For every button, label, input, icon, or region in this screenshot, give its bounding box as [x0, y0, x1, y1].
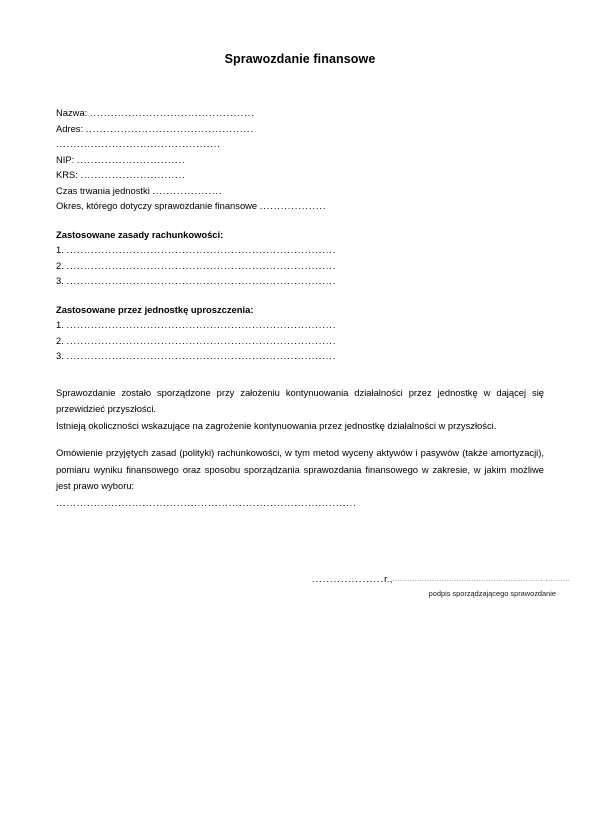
list-dots[interactable]: ............................................................................. — [66, 244, 337, 255]
field-row-adres-cont — [56, 136, 544, 152]
page-title: Sprawozdanie finansowe — [224, 52, 376, 66]
section-heading-zasady: Zastosowane zasady rachunkowości: — [56, 228, 224, 240]
signature-rule-dots[interactable]: ........................................................................ — [392, 576, 571, 583]
list-dots[interactable]: ............................................................................. — [66, 350, 337, 361]
field-label-krs: KRS: — [56, 169, 78, 180]
field-dots-adres[interactable]: ................................................ — [85, 122, 254, 134]
field-label-okres: Okres, którego dotyczy sprawozdanie finansowe — [56, 200, 258, 211]
field-row-krs — [56, 167, 544, 183]
signature-block — [312, 572, 571, 599]
list-item — [56, 333, 544, 349]
field-dots-adres-cont[interactable]: ............................................... — [56, 138, 221, 149]
list-number: 3. — [56, 350, 64, 361]
field-dots-okres[interactable]: ................... — [259, 200, 327, 211]
field-row-adres — [56, 121, 544, 137]
field-dots-czas-trwania[interactable]: .................... — [152, 184, 223, 196]
spacer — [56, 364, 544, 385]
field-dots-nip[interactable]: ............................... — [76, 153, 186, 165]
field-dots-nazwa[interactable]: ............................................... — [89, 107, 255, 118]
policies-answer-dots[interactable]: ....................................................................................... — [56, 496, 357, 508]
signature-date-line — [312, 572, 571, 586]
list-dots[interactable]: ............................................................................. — [66, 259, 337, 271]
field-row-nazwa — [56, 105, 544, 121]
list-dots[interactable]: ............................................................................. — [66, 275, 337, 286]
field-row-okres — [56, 198, 544, 214]
list-item — [56, 348, 544, 364]
list-item — [56, 258, 544, 274]
signature-date-suffix: r., — [384, 573, 393, 584]
statement-risk: Istnieją okoliczności wskazujące na zagrożenie kontynuowania przez jednostkę działalności w przyszłości. — [56, 419, 497, 431]
field-label-czas-trwania: Czas trwania jednostki — [56, 184, 150, 196]
signature-caption: podpis sporządzającego sprawozdanie — [428, 589, 556, 598]
list-number: 2. — [56, 334, 64, 346]
header-fields-group — [56, 105, 544, 214]
list-number: 2. — [56, 259, 64, 271]
spacer — [56, 434, 544, 445]
statement-policies: Omówienie przyjętych zasad (polityki) rachunkowości, w tym metod wyceny aktywów i pasywów (także amortyzacji), pomiaru wyniku finansowego oraz sposobu sporządzania sprawozdania finansowego w zakresie, w jakim możliwe jest prawo wyboru: — [56, 447, 544, 491]
section-heading-uproszczenia: Zastosowane przez jednostkę uproszczenia: — [56, 303, 254, 315]
field-dots-krs[interactable]: .............................. — [80, 169, 186, 180]
list-number: 3. — [56, 275, 64, 286]
list-number: 1. — [56, 244, 64, 255]
section-uproszczenia — [56, 302, 544, 364]
field-label-nip: NIP: — [56, 153, 75, 165]
list-item — [56, 242, 544, 258]
list-dots[interactable]: ............................................................................. — [66, 319, 337, 330]
section-zasady-rachunkowosci — [56, 227, 544, 289]
field-row-nip — [56, 152, 544, 168]
field-label-adres: Adres: — [56, 122, 84, 134]
signature-date-dots[interactable]: .................... — [312, 573, 385, 584]
list-item — [56, 317, 544, 333]
list-item — [56, 273, 544, 289]
field-label-nazwa: Nazwa: — [56, 107, 88, 118]
document-body — [56, 105, 544, 510]
list-dots[interactable]: ............................................................................. — [66, 334, 337, 346]
list-number: 1. — [56, 319, 64, 330]
statement-continuity: Sprawozdanie zostało sporządzone przy założeniu kontynuowania działalności przez jednostkę w dającej się przewidzieć przyszłości. — [56, 386, 544, 414]
field-row-czas-trwania — [56, 183, 544, 199]
